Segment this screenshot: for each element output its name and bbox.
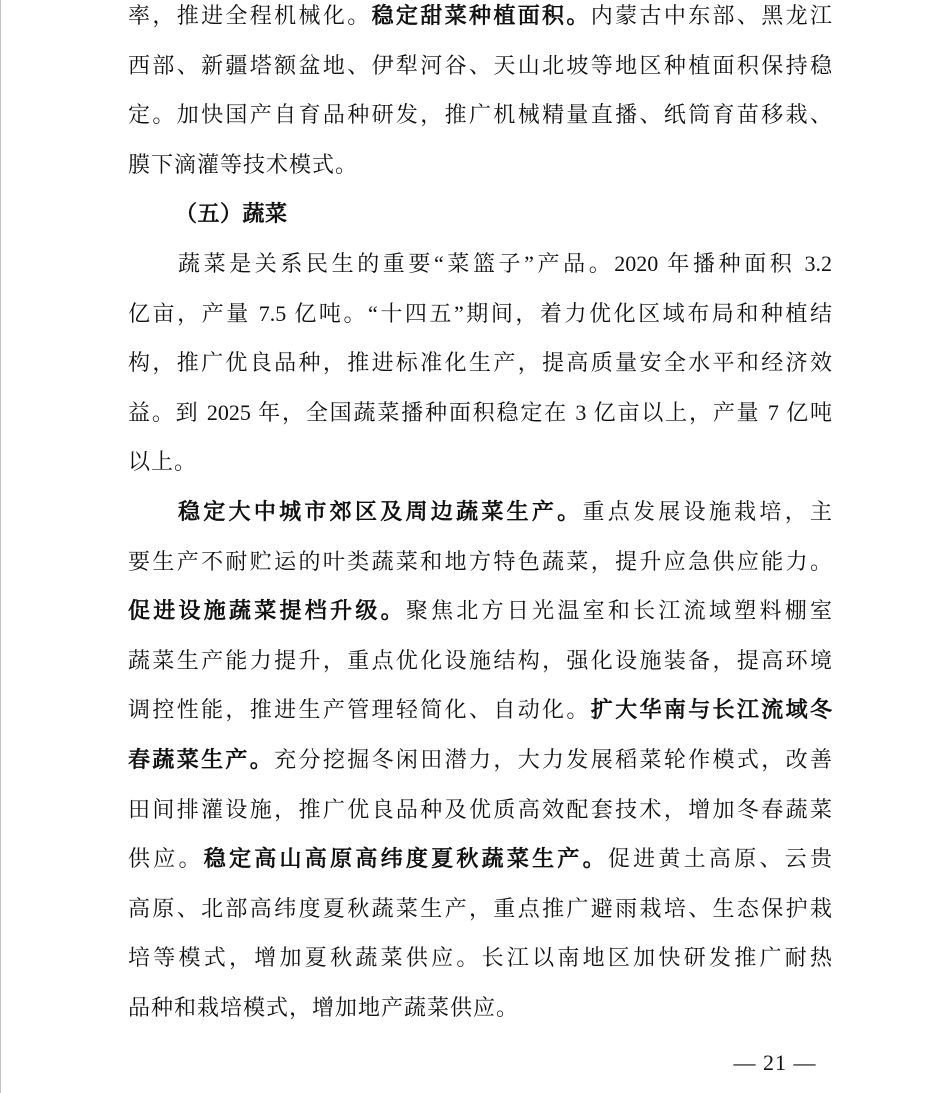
text-line (128, 338, 832, 388)
text-line (128, 0, 832, 41)
text-line (128, 437, 832, 487)
text-segment: 蔬菜生产能力提升，重点优化设施结构，强化设施装备，提高环境 (128, 647, 832, 673)
text-segment: 供应。 (128, 846, 204, 872)
text-segment: 西部、新疆塔额盆地、伊犁河谷、天山北坡等地区种植面积保持稳 (128, 52, 832, 78)
text-line (128, 388, 832, 438)
text-line (128, 834, 832, 884)
text-segment: 培等模式，增加夏秋蔬菜供应。长江以南地区加快研发推广耐热 (128, 945, 832, 971)
text-line (128, 636, 832, 686)
text-segment: 内蒙古中东部、黑龙江 (590, 3, 832, 28)
text-line (128, 487, 832, 537)
bold-key-phrase: 稳定高山高原高纬度夏秋蔬菜生产。 (203, 846, 608, 872)
page-number: — 21 — (733, 1050, 817, 1075)
text-segment: 聚焦北方日光温室和长江流域塑料棚室 (405, 598, 832, 624)
text-line (128, 239, 832, 289)
text-segment: 蔬菜是关系民生的重要“菜篮子”产品。2020 年播种面积 3.2 (178, 250, 832, 276)
body-text (128, 0, 832, 1032)
text-line (128, 537, 832, 587)
text-line (128, 983, 832, 1033)
text-segment: 重点发展设施栽培，主 (582, 498, 832, 524)
bold-key-phrase: 春蔬菜生产。 (128, 746, 275, 772)
text-segment: 高原、北部高纬度夏秋蔬菜生产，重点推广避雨栽培、生态保护栽 (128, 895, 832, 921)
text-segment: 促进黄土高原、云贵 (607, 846, 832, 872)
text-segment: 益。到 2025 年，全国蔬菜播种面积稳定在 3 亿亩以上，产量 7 亿吨 (128, 399, 832, 425)
text-line (128, 90, 832, 140)
text-segment: 要生产不耐贮运的叶类蔬菜和地方特色蔬菜，提升应急供应能力。 (128, 548, 832, 574)
section-heading: （五）蔬菜 (175, 201, 288, 227)
text-line (128, 289, 832, 339)
text-line (128, 140, 832, 190)
bold-key-phrase: 促进设施蔬菜提档升级。 (128, 598, 406, 624)
text-segment: 构，推广优良品种，推进标准化生产，提高质量安全水平和经济效 (128, 350, 832, 376)
text-segment: 充分挖掘冬闲田潜力，大力发展稻菜轮作模式，改善 (274, 746, 832, 772)
bold-key-phrase: 稳定大中城市郊区及周边蔬菜生产。 (178, 498, 583, 524)
text-segment: 以上。 (128, 449, 198, 475)
bold-key-phrase: 稳定甜菜种植面积。 (371, 3, 591, 28)
text-segment: 率，推进全程机械化。 (128, 3, 372, 28)
text-line (128, 884, 832, 934)
text-segment: 膜下滴灌等技术模式。 (128, 151, 359, 177)
text-segment: 定。加快国产自育品种研发，推广机械精量直播、纸筒育苗移栽、 (128, 102, 832, 128)
text-segment: 亿亩，产量 7.5 亿吨。“十四五”期间，着力优化区域布局和种植结 (128, 300, 832, 326)
text-line (128, 785, 832, 835)
text-line (128, 41, 832, 91)
text-segment: 田间排灌设施，推广优良品种及优质高效配套技术，增加冬春蔬菜 (128, 796, 832, 822)
text-line (128, 586, 832, 636)
bold-key-phrase: 扩大华南与长江流域冬 (590, 697, 832, 723)
text-segment: 调控性能，推进生产管理轻简化、自动化。 (128, 697, 591, 723)
text-line (128, 735, 832, 785)
text-line (128, 933, 832, 983)
text-segment: 品种和栽培模式，增加地产蔬菜供应。 (128, 994, 520, 1020)
text-line (128, 685, 832, 735)
page-left-edge (0, 0, 1, 1093)
